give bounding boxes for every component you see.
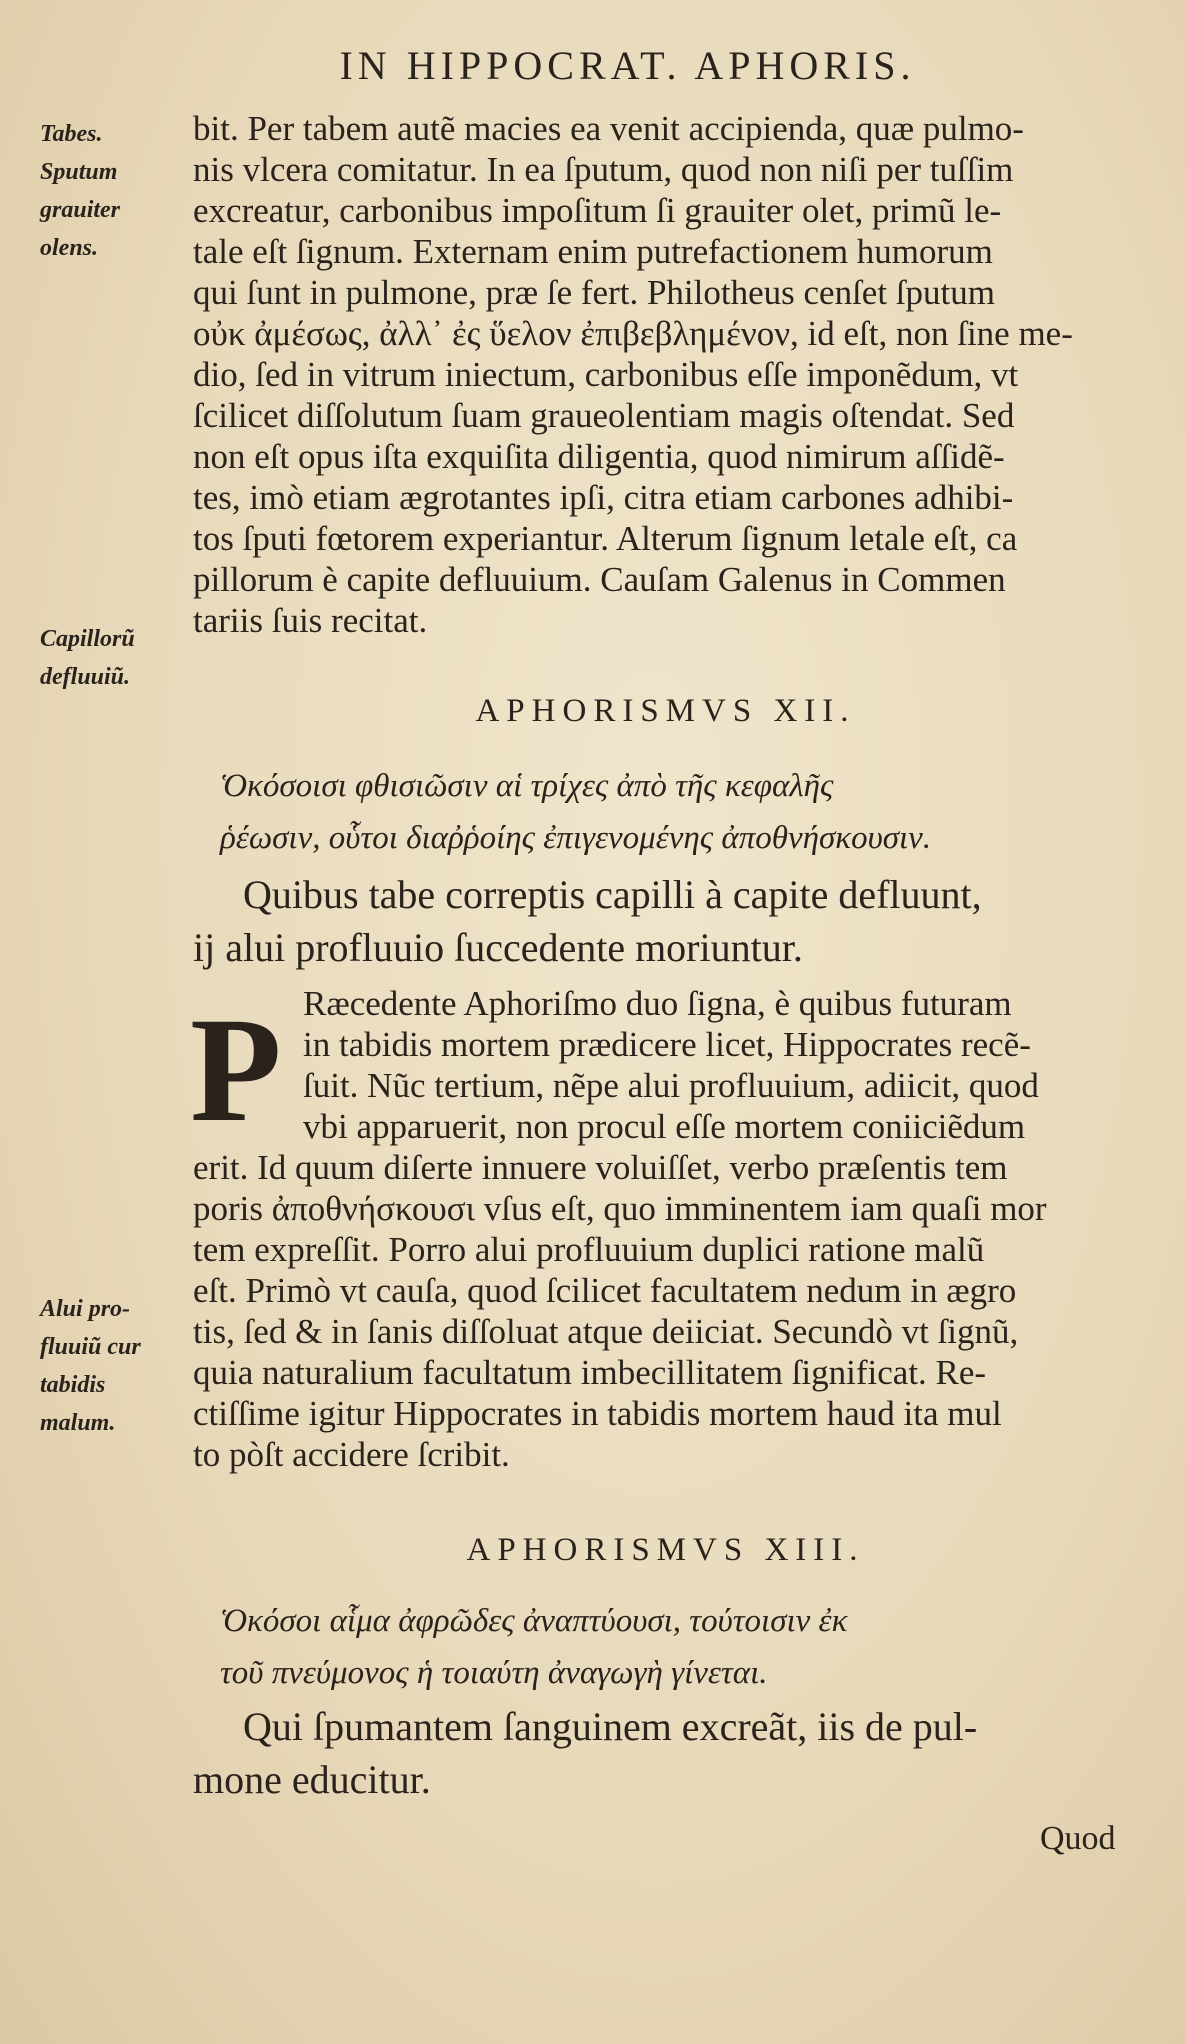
paragraph-1: [193, 108, 1138, 641]
aphorism-12-greek: [220, 760, 1140, 864]
greek-line: ῥέωσιν, οὗτοι διαῤῥοίης ἐπιγενομένης ἀποθνήσκουσιν.: [220, 820, 932, 856]
text-line: ſcilicet diſſolutum ſuam graueolentiam magis oſtendat. Sed: [193, 396, 1015, 435]
text-line: vbi apparuerit, non procul eſſe mortem coniiciẽdum: [303, 1107, 1026, 1146]
text-line: qui ſunt in pulmone, præ ſe fert. Philotheus cenſet ſputum: [193, 273, 995, 312]
text-line: non eſt opus iſta exquiſita diligentia, quod nimirum aſſidẽ-: [193, 437, 1005, 476]
greek-line: Ὁκόσοι αἷμα ἀφρῶδες ἀναπτύουσι, τούτοισιν ἐκ: [220, 1603, 848, 1639]
running-header: IN HIPPOCRAT. APHORIS.: [339, 43, 916, 88]
aphorism-13-title: APHORISMVS XIII.: [466, 1532, 865, 1568]
greek-line: τοῦ πνεύμονος ἡ τοιαύτη ἀναγωγὴ γίνεται.: [220, 1655, 768, 1691]
margin-note-line: defluuiũ.: [40, 664, 131, 690]
margin-note-line: malum.: [40, 1410, 116, 1436]
text-line: ctiſſime igitur Hippocrates in tabidis mortem haud ita mul: [193, 1394, 1002, 1433]
text-line: eſt. Primò vt cauſa, quod ſcilicet facultatem nedum in ægro: [193, 1271, 1017, 1310]
latin-line: mone educitur.: [193, 1757, 431, 1802]
aphorism-12-comment: [193, 1147, 1138, 1475]
text-line: Ræcedente Aphoriſmo duo ſigna, è quibus futuram: [303, 984, 1012, 1023]
text-line: excreatur, carbonibus impoſitum ſi grauiter olet, primũ le-: [193, 191, 1002, 230]
text-line: dio, ſed in vitrum iniectum, carbonibus eſſe imponẽdum, vt: [193, 355, 1019, 394]
text-line: in tabidis mortem prædicere licet, Hippocrates recẽ-: [303, 1025, 1031, 1064]
catchword: Quod: [1040, 1820, 1116, 1857]
text-line: tos ſputi fœtorem experiantur. Alterum ſignum letale eſt, ca: [193, 519, 1018, 558]
latin-line: Qui ſpumantem ſanguinem excreãt, iis de pul-: [243, 1704, 978, 1749]
aphorism-12-latin: [193, 868, 1138, 974]
text-line: erit. Id quum diſerte innuere voluiſſet, verbo præſentis tem: [193, 1148, 1008, 1187]
latin-line: Quibus tabe correptis capilli à capite defluunt,: [243, 872, 982, 917]
text-line: to pòſt accidere ſcribit.: [193, 1435, 510, 1474]
margin-note-line: tabidis: [40, 1372, 106, 1398]
text-line: tem expreſſit. Porro alui profluuium duplici ratione malũ: [193, 1230, 985, 1269]
aphorism-13-greek: [220, 1595, 1140, 1699]
aphorism-12-title: APHORISMVS XII.: [475, 693, 856, 729]
text-line: οὐκ ἀμέσως, ἀλλ᾽ ἐς ὕελον ἐπιβεβλημένον, id eſt, non ſine me-: [193, 314, 1073, 353]
margin-note-tabes: [40, 115, 190, 267]
margin-note-line: olens.: [40, 235, 99, 261]
text-line: nis vlcera comitatur. In ea ſputum, quod non niſi per tuſſim: [193, 150, 1014, 189]
greek-line: Ὁκόσοισι φθισιῶσιν αἱ τρίχες ἀπὸ τῆς κεφαλῆς: [220, 768, 834, 804]
aphorism-13-latin: [193, 1700, 1138, 1806]
margin-note-alui: [40, 1290, 190, 1442]
text-line: ſuit. Nũc tertium, nẽpe alui profluuium, adiicit, quod: [303, 1066, 1039, 1105]
text-line: poris ἀποθνήσκουσι vſus eſt, quo imminentem iam quaſi mor: [193, 1189, 1047, 1228]
drop-cap: P: [190, 987, 282, 1153]
text-line: quia naturalium facultatum imbecillitatem ſignificat. Re-: [193, 1353, 987, 1392]
text-line: pillorum è capite defluuium. Cauſam Galenus in Commen: [193, 560, 1006, 599]
text-line: bit. Per tabem autẽ macies ea venit accipienda, quæ pulmo-: [193, 109, 1024, 148]
margin-note-line: Tabes.: [40, 121, 103, 147]
text-line: tariis ſuis recitat.: [193, 601, 428, 640]
margin-note-line: Alui pro-: [40, 1296, 131, 1322]
aphorism-12-comment-indented: [303, 983, 1138, 1147]
latin-line: ij alui profluuio ſuccedente moriuntur.: [193, 925, 803, 970]
text-line: tale eſt ſignum. Externam enim putrefactionem humorum: [193, 232, 993, 271]
margin-note-line: fluuiũ cur: [40, 1334, 141, 1360]
text-line: tis, ſed & in ſanis diſſoluat atque deiiciat. Secundò vt ſignũ,: [193, 1312, 1019, 1351]
text-line: tes, imò etiam ægrotantes ipſi, citra etiam carbones adhibi-: [193, 478, 1014, 517]
margin-note-capillorum: [40, 620, 190, 696]
margin-note-line: Capillorũ: [40, 626, 135, 652]
margin-note-line: Sputum: [40, 159, 118, 185]
margin-note-line: grauiter: [40, 197, 121, 223]
